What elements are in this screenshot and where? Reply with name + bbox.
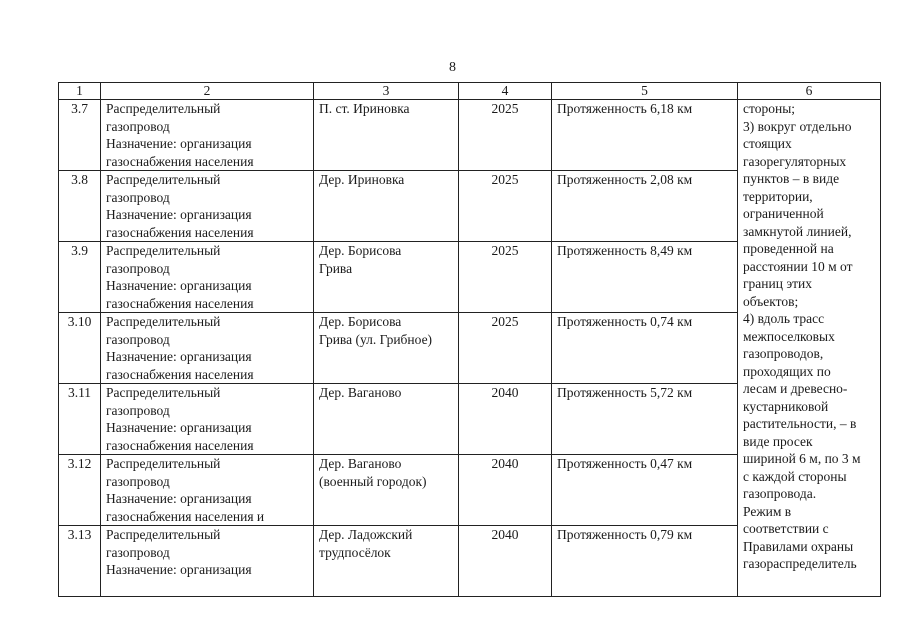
table-row: [59, 100, 881, 171]
protection-zone-line: пунктов – в виде: [743, 171, 840, 186]
object-description: [101, 242, 314, 313]
implementation-year: 2025: [459, 313, 552, 384]
protection-zone-text: [738, 100, 881, 597]
description-line: Распределительный: [106, 172, 221, 187]
pipeline-length: Протяженность 0,74 км: [552, 313, 738, 384]
location-line: Грива (ул. Грибное): [319, 331, 433, 347]
description-line: газопровод: [106, 544, 170, 560]
protection-zone-line: газораспределитель: [743, 556, 857, 571]
header-col-4: 4: [459, 83, 552, 100]
description-line: газопровод: [106, 473, 170, 489]
description-line: газоснабжения населения: [106, 153, 254, 169]
header-col-5: 5: [552, 83, 738, 100]
protection-zone-line: газорегуляторных: [743, 153, 847, 169]
page-number: 8: [449, 60, 456, 75]
implementation-year: 2025: [459, 100, 552, 171]
header-row: [59, 83, 881, 100]
location: [314, 526, 459, 597]
protection-zone-line: газопровода.: [743, 486, 817, 501]
row-number: 3.11: [59, 384, 101, 455]
description-line: газопровод: [106, 189, 170, 205]
protection-zone-line: объектов;: [743, 293, 799, 309]
protection-zone-line: растительности, – в: [743, 416, 857, 431]
protection-zone-line: виде просек: [743, 433, 813, 449]
protection-zone-line: шириной 6 м, по 3 м: [743, 451, 861, 466]
protection-zone-line: Правилами охраны: [743, 538, 854, 554]
description-line: газопровод: [106, 260, 170, 276]
protection-zone-line: замкнутой линией,: [743, 223, 852, 239]
description-line: газоснабжения населения: [106, 366, 254, 382]
header-col-1: 1: [59, 83, 101, 100]
implementation-year: 2040: [459, 384, 552, 455]
description-line: Назначение: организация: [106, 278, 252, 293]
protection-zone-line: стороны;: [743, 101, 796, 116]
object-description: [101, 384, 314, 455]
protection-zone-line: 3) вокруг отдельно: [743, 118, 852, 134]
location: [314, 171, 459, 242]
protection-zone-line: с каждой стороны: [743, 468, 847, 484]
header-col-3: 3: [314, 83, 459, 100]
location-line: Дер. Ваганово: [319, 456, 402, 471]
pipeline-length: Протяженность 8,49 км: [552, 242, 738, 313]
protection-zone-line: соответствии с: [743, 521, 829, 536]
protection-zone-line: 4) вдоль трасс: [743, 311, 825, 326]
location: [314, 242, 459, 313]
location-line: Дер. Ириновка: [319, 172, 405, 187]
description-line: Назначение: организация: [106, 207, 252, 222]
row-number: 3.7: [59, 100, 101, 171]
description-line: Распределительный: [106, 314, 221, 329]
description-line: Распределительный: [106, 527, 221, 542]
protection-zone-line: стоящих: [743, 136, 792, 151]
object-description: [101, 455, 314, 526]
location: [314, 384, 459, 455]
row-number: 3.9: [59, 242, 101, 313]
protection-zone-line: межпоселковых: [743, 328, 835, 344]
description-line: Распределительный: [106, 243, 221, 258]
protection-zone-line: проходящих по: [743, 363, 831, 379]
location: [314, 100, 459, 171]
implementation-year: 2025: [459, 171, 552, 242]
protection-zone-line: границ этих: [743, 276, 812, 291]
pipeline-length: Протяженность 6,18 км: [552, 100, 738, 171]
description-line: Распределительный: [106, 101, 221, 116]
location-line: Дер. Борисова: [319, 243, 402, 258]
description-line: газоснабжения населения: [106, 437, 254, 453]
protection-zone-line: газопроводов,: [743, 346, 824, 361]
description-line: Распределительный: [106, 385, 221, 400]
description-line: газопровод: [106, 402, 170, 418]
row-number: 3.13: [59, 526, 101, 597]
protection-zone-line: расстоянии 10 м от: [743, 258, 853, 274]
description-line: газопровод: [106, 331, 170, 347]
description-line: газоснабжения населения: [106, 224, 254, 240]
location-line: трудпосёлок: [319, 544, 391, 560]
location-line: (военный городок): [319, 473, 427, 489]
description-line: газопровод: [106, 118, 170, 134]
description-line: Распределительный: [106, 456, 221, 471]
protection-zone-line: проведенной на: [743, 241, 834, 256]
protection-zone-line: лесам и древесно-: [743, 381, 848, 396]
pipeline-length: Протяженность 5,72 км: [552, 384, 738, 455]
header-col-2: 2: [101, 83, 314, 100]
protection-zone-line: ограниченной: [743, 206, 824, 221]
location-line: Дер. Борисова: [319, 314, 402, 329]
gas-pipeline-table: [58, 82, 881, 597]
pipeline-length: Протяженность 2,08 км: [552, 171, 738, 242]
description-line: газоснабжения населения и: [106, 508, 265, 524]
location: [314, 313, 459, 384]
object-description: [101, 526, 314, 597]
location: [314, 455, 459, 526]
protection-zone-line: Режим в: [743, 503, 792, 519]
implementation-year: 2040: [459, 455, 552, 526]
location-line: Дер. Ладожский: [319, 527, 413, 542]
description-line: Назначение: организация: [106, 136, 252, 151]
description-line: Назначение: организация: [106, 562, 252, 577]
location-line: Дер. Ваганово: [319, 385, 402, 400]
object-description: [101, 171, 314, 242]
description-line: Назначение: организация: [106, 420, 252, 435]
description-line: Назначение: организация: [106, 349, 252, 364]
implementation-year: 2025: [459, 242, 552, 313]
pipeline-length: Протяженность 0,79 км: [552, 526, 738, 597]
header-col-6: 6: [738, 83, 881, 100]
row-number: 3.8: [59, 171, 101, 242]
object-description: [101, 100, 314, 171]
protection-zone-line: территории,: [743, 188, 813, 204]
implementation-year: 2040: [459, 526, 552, 597]
location-line: П. ст. Ириновка: [319, 101, 410, 116]
row-number: 3.10: [59, 313, 101, 384]
location-line: Грива: [319, 260, 353, 276]
description-line: газоснабжения населения: [106, 295, 254, 311]
row-number: 3.12: [59, 455, 101, 526]
description-line: Назначение: организация: [106, 491, 252, 506]
object-description: [101, 313, 314, 384]
protection-zone-line: кустарниковой: [743, 398, 829, 414]
pipeline-length: Протяженность 0,47 км: [552, 455, 738, 526]
